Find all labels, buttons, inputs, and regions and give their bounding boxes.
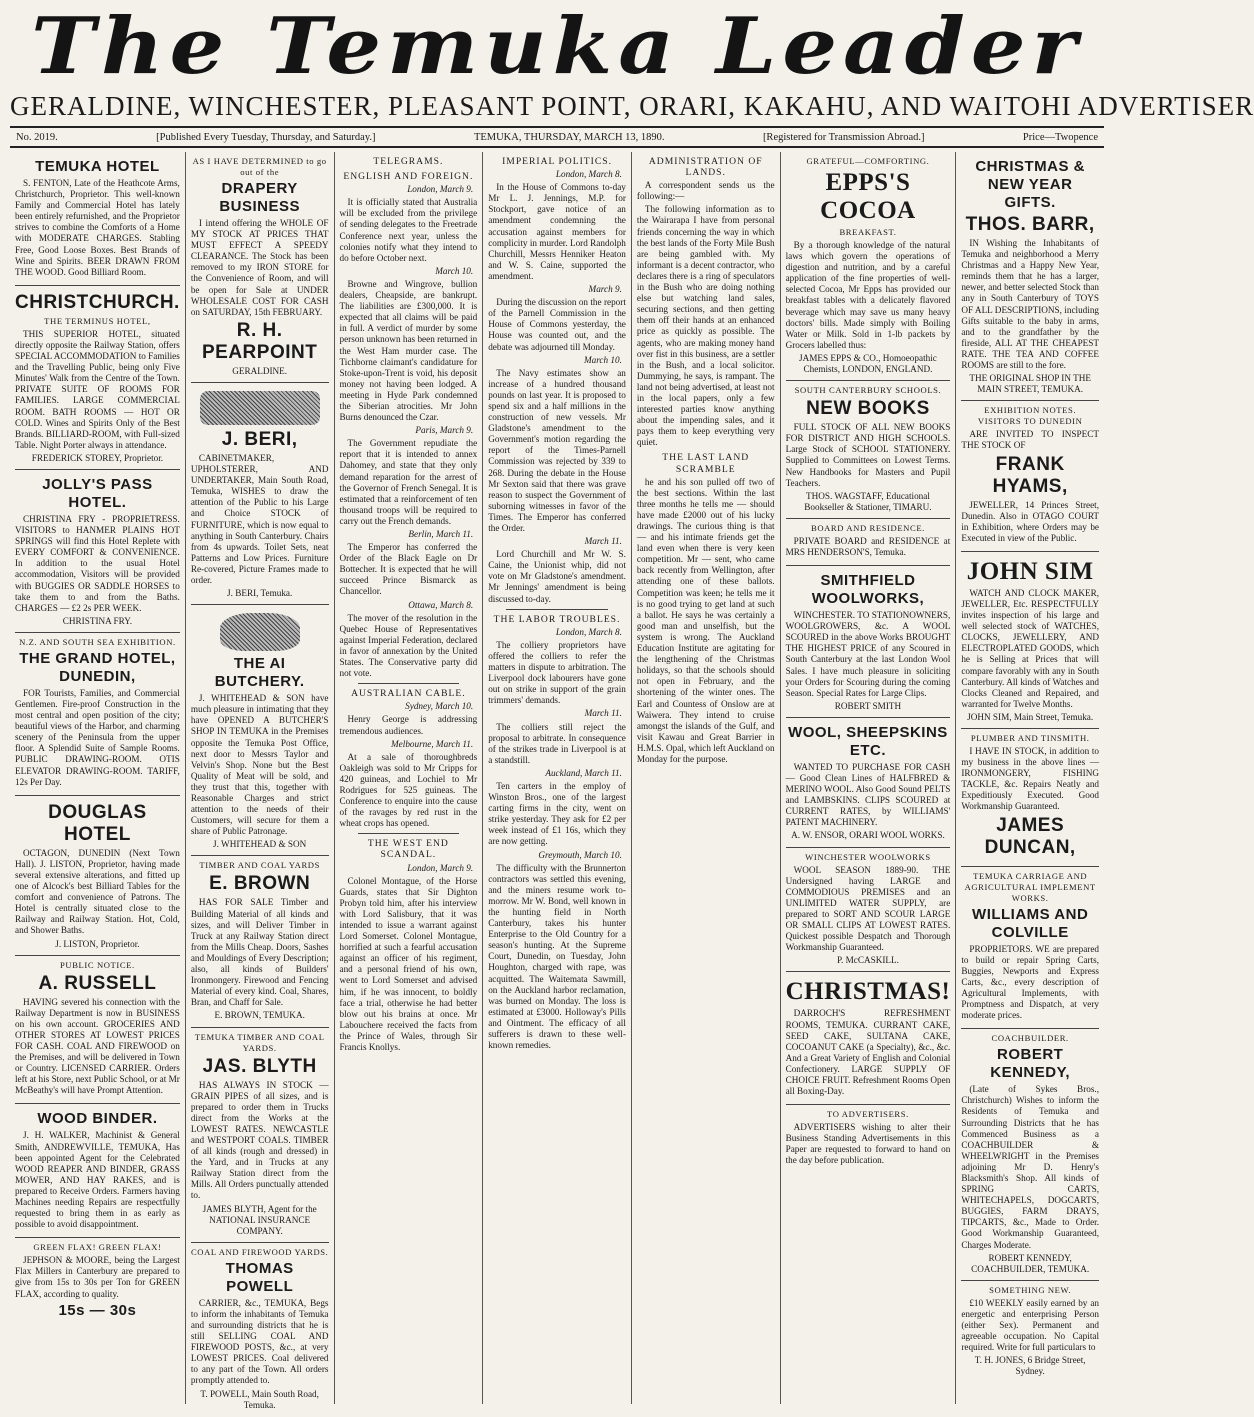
board-ad bbox=[786, 519, 951, 566]
hyams-body: JEWELLER, 14 Princes Street, Dunedin. Also in OTAGO COURT in Exhibition, where Orders may be Executed in view of the Public. bbox=[961, 499, 1100, 543]
politics-text-4: Lord Churchill and Mr W. S. Caine, the Unionist whip, did not vote on Mr Gladstone's amendment. Mr Jennings' amendment is being discussed to-day. bbox=[488, 549, 626, 604]
blyth-timber-ad bbox=[191, 1028, 329, 1243]
butchery-ad bbox=[191, 605, 329, 856]
beri-sign: J. BERI, Temuka. bbox=[227, 588, 293, 599]
west-end-scandal-head: THE WEST END SCANDAL. bbox=[367, 838, 449, 861]
hyams-ad bbox=[961, 401, 1099, 552]
new-books-title: NEW BOOKS bbox=[806, 398, 930, 420]
terminus-hotel-sub: THE TERMINUS HOTEL, bbox=[44, 315, 151, 326]
duncan-ad bbox=[961, 729, 1099, 867]
telegram-date-5: Ottawa, March 8. bbox=[408, 599, 474, 610]
masthead bbox=[10, 1, 1254, 148]
winchester-woolworks-ad bbox=[786, 848, 951, 973]
board-head: BOARD AND RESIDENCE. bbox=[810, 522, 925, 533]
flax-title: GREEN FLAX! GREEN FLAX! bbox=[33, 1242, 162, 1253]
carriage-works-head: TEMUKA CARRIAGE AND AGRICULTURAL IMPLEMENT WORKS. bbox=[964, 870, 1096, 903]
brown-timber-body: HAS FOR SALE Timber and Building Material of all kinds and sizes, and will Deliver Timber in Truck at any Railway Station direct from the Mills Cheap. Doors, Sashes and Mouldings of Every Description; also, all kinds of Builders' Ironmongery. Firewood and Fencing Material of every kind. Coal, Shares, Bran, and Chaff for Sale. bbox=[190, 897, 329, 1008]
furniture-illustration bbox=[200, 391, 320, 425]
christmas-title: CHRISTMAS! bbox=[785, 978, 951, 1006]
labor-date-4: Greymouth, March 10. bbox=[538, 849, 622, 860]
smithfield-title: SMITHFIELD WOOLWORKS, bbox=[811, 572, 925, 608]
column-5 bbox=[632, 152, 781, 1404]
plumber-head: PLUMBER AND TINSMITH. bbox=[970, 733, 1090, 743]
kennedy-ad bbox=[961, 1029, 1099, 1281]
column-7 bbox=[956, 152, 1104, 1404]
advertisers-notice bbox=[786, 1105, 951, 1173]
labor-text-2: The colliers still reject the proposal to arbitrate. In consequence of the strikes trade in Liverpool is at a standstill. bbox=[488, 721, 626, 765]
winchester-sign: P. McCASKILL. bbox=[836, 955, 899, 966]
pearpoint-title: R. H. PEARPOINT bbox=[201, 319, 318, 363]
sim-ad bbox=[961, 552, 1099, 729]
column-3 bbox=[335, 152, 484, 1404]
sim-sign: JOHN SIM, Main Street, Temuka. bbox=[967, 711, 1094, 722]
telegram-date-2: March 10. bbox=[435, 265, 474, 276]
column-4 bbox=[483, 152, 632, 1404]
sim-title: JOHN SIM bbox=[966, 557, 1094, 585]
new-books-ad bbox=[786, 381, 951, 519]
advertisers-head: TO ADVERTISERS. bbox=[827, 1109, 909, 1120]
barr-ad bbox=[961, 152, 1099, 401]
smithfield-ad bbox=[786, 566, 951, 718]
telegram-text-5: The mover of the resolution in the Quebec House of Representatives against Imperial Federation, declared in favor of annexation by the United States. The Conservative party did not vote. bbox=[339, 612, 478, 679]
new-books-body: FULL STOCK OF ALL NEW BOOKS FOR DISTRICT AND HIGH SCHOOLS. Large Stock of SCHOOL STATIONERY. Supplied to Committees on Lowest Terms. New Handbooks for Masters and Pupil Teachers. bbox=[785, 422, 951, 488]
brown-timber-title: E. BROWN bbox=[209, 873, 311, 895]
beri-body: CABINETMAKER, UPHOLSTERER, AND UNDERTAKER, Main South Road, Temuka, WISHES to draw the attention of the Public to his Large and Choice STOCK of FURNITURE, which is now equal to anything in South Canterbury. Chairs from 4s upwards. Toilet Sets, neat Patterns and Low Prices. Furniture Re-covered, Picture Frames made to order. bbox=[190, 452, 329, 585]
terminus-hotel-proprietor: FREDERICK STOREY, Proprietor. bbox=[31, 452, 164, 463]
russell-ad bbox=[15, 956, 180, 1105]
winchester-title: WINCHESTER WOOLWORKS bbox=[805, 851, 931, 862]
section-rule bbox=[358, 833, 460, 834]
visitors-dunedin: VISITORS TO DUNEDIN bbox=[977, 416, 1083, 427]
flax-ad bbox=[15, 1238, 180, 1326]
brown-timber-head: TIMBER AND COAL YARDS bbox=[199, 860, 320, 871]
grand-hotel-body: FOR Tourists, Families, and Commercial Gentlemen. Fire-proof Construction in the most central and open position of the city; beautiful views of the Harbor, and charming scenery of the Peninsula from the upper floor. A Splendid Suite of Sample Rooms. PUBLIC DRAWING-ROOM. OTIS ELEVATOR DRAWING-ROOM. TARIFF, 12s Per Day. bbox=[15, 687, 180, 787]
politics-text-2: During the discussion on the report of the Parnell Commission in the House of Commons yesterday, the House was counted out, and the debate was adjourned till Monday. bbox=[488, 297, 626, 352]
powell-title: THOMAS POWELL bbox=[225, 1259, 294, 1295]
terminus-hotel-body: THIS SUPERIOR HOTEL, situated directly opposite the Railway Station, offers SPECIAL ACCOMMODATION to Families and the Travelling Public, being only Five Minutes' Walk from the Centre of the Town. PRIVATE SUITE OF ROOMS FOR FAMILIES. LARGE COMMERCIAL ROOM. BATH ROOMS — HOT OR COLD. Wines and Spirits Only of the Best Brands. BILLIARD-ROOM, with Full-sized Table. Night Porter always in attendance. bbox=[15, 328, 180, 450]
kennedy-sign: ROBERT KENNEDY, COACHBUILDER, TEMUKA. bbox=[971, 1252, 1090, 1274]
something-new-head: SOMETHING NEW. bbox=[989, 1284, 1072, 1295]
coachbuilder-head: COACHBUILDER. bbox=[991, 1033, 1069, 1044]
something-new-body: £10 WEEKLY easily earned by an energetic and enterprising Person (either Sex). Permanent and agreeable occupation. No Capital required. Write for full particulars to bbox=[961, 1297, 1100, 1353]
jollys-pass-body: CHRISTINA FRY - PROPRIETRESS. VISITORS to HANMER PLAINS HOT SPRINGS will find this Hotel Replete with EVERY COMFORT & CONVENIENCE. In addition to the usual Hotel accommodation, Visitors will be provided with BUGGIES OR SADDLE HORSES to take them to and from the Baths. CHARGES — £2 2s PER WEEK. bbox=[15, 513, 180, 613]
masthead-title-wrap bbox=[10, 1, 1104, 93]
epps-cocoa-sub: BREAKFAST. bbox=[839, 227, 897, 237]
douglas-hotel-title: DOUGLAS HOTEL bbox=[48, 801, 147, 845]
exhibition-notes-head: EXHIBITION NOTES. bbox=[984, 405, 1077, 416]
drapery-body: I intend offering the WHOLE OF MY STOCK AT PRICES THAT MUST EFFECT A SPEEDY CLEARANCE. The Stock has been removed to my IRON STORE for the Convenience of Room, and will be open for Sale at UNDER WHOLESALE COST FOR CASH on SATURDAY, 15th FEBRUARY. bbox=[190, 218, 329, 317]
telegram-text-8: Colonel Montague, of the Horse Guards, states that Sir Dighton Probyn told him, after his interview with Lord Salisbury, that it was intended to issue a warrant against Lord Somerset. Colonel Montague, horrified at such a fearful accusation against an officer of his regiment, and a personal friend of his own, went to Lord Somerset and advised him, if he was innocent, to boldly face a trial, otherwise he had better blow out his brains at once. Mr Labouchere received the facts from the Prince of Wales, through Sir Francis Knollys. bbox=[339, 875, 478, 1053]
administration-lands-head: ADMINISTRATION OF LANDS. bbox=[648, 156, 763, 179]
registration-note: [Registered for Transmission Abroad.] bbox=[762, 131, 925, 143]
blyth-timber-sign: JAMES BLYTH, Agent for the NATIONAL INSURANCE COMPANY. bbox=[202, 1203, 317, 1236]
issue-price: Price—Twopence bbox=[1022, 131, 1098, 143]
brown-timber-sign: E. BROWN, TEMUKA. bbox=[214, 1010, 305, 1021]
sheepskins-body: WANTED TO PURCHASE FOR CASH — Good Clean Lines of HALFBRED & MERINO WOOL. Also Good Sound PELTS and LAMBSKINS. CLIPS SCOURED at CURRENT RATES, by WILLIAMS' PATENT MACHINERY. bbox=[785, 761, 951, 828]
blyth-timber-head: TEMUKA TIMBER AND COAL YARDS. bbox=[194, 1031, 325, 1053]
christmas-body: DARROCH'S REFRESHMENT ROOMS, TEMUKA. CURRANT CAKE, SEED CAKE, SULTANA CAKE, COCOANUT CAKE (a Specialty), &c., &c. And a Great Variety of English and Colonial Confectionery. LARGE SUPPLY OF CHOICE FRUIT. Refreshment Rooms Open all Boxing-Day. bbox=[785, 1008, 951, 1097]
walker-body: J. H. WALKER, Machinist & General Smith, ANDREWVILLE, TEMUKA, Has been appointed Agent for the Celebrated WOOD REAPER AND BINDER, GRASS MOWER, AND HAY RAKES, and is prepared to Receive Orders. Farmers having Machines needing Repairs are respectfully requested to bring them in as early as possible to avoid disappointment. bbox=[15, 1130, 180, 1230]
kennedy-body: (Late of Sykes Bros., Christchurch) Wishes to inform the Residents of Temuka and Surrounding Districts that he has Commenced Business as a COACHBUILDER & WHEELWRIGHT in the Premises adjoining Mr D. Henry's Blacksmith's Shop. All kinds of SPRING CARTS, WHITECHAPELS, DOGCARTS, BUGGIES, FARM DRAYS, TIPCARTS, &c., Made to Order. Good Workmanship Guaranteed, Charges Moderate. bbox=[961, 1084, 1100, 1250]
english-foreign-head: ENGLISH AND FOREIGN. bbox=[343, 171, 474, 183]
winchester-body: WOOL SEASON 1889-90. THE Undersigned having LARGE and COMMODIOUS PREMISES and an UNLIMITED WATER SUPPLY, are prepared to SORT AND SCOUR LARGE OR SMALL CLIPS AT LOWEST RATES. Quickest possible Despatch and Thorough Workmanship Guaranteed. bbox=[785, 864, 951, 953]
telegram-text-1: It is officially stated that Australia will be excluded from the privilege of sending delegates to the Freetrade Conference next year, unless the colonies notify what they intend to do before October next. bbox=[339, 197, 478, 263]
blyth-timber-title: JAS. BLYTH bbox=[202, 1055, 317, 1077]
labor-date-1: London, March 8. bbox=[555, 626, 622, 637]
telegram-text-4: The Emperor has conferred the Order of the Black Eagle on Dr Bottecher. It is expected that he will succeed Prince Bismarck as Chancellor. bbox=[339, 542, 478, 597]
powell-sign: T. POWELL, Main South Road, Temuka. bbox=[200, 1388, 319, 1410]
powell-body: CARRIER, &c., TEMUKA, Begs to inform the inhabitants of Temuka and surrounding districts that he is still SELLING COAL AND FIREWOOD POSTS, &c., at very LOWEST PRICES. Coal delivered to any part of the Town. All orders promptly attended to. bbox=[190, 1297, 329, 1386]
issue-number: No. 2019. bbox=[16, 131, 58, 143]
williams-body: PROPRIETORS. WE are prepared to build or repair Spring Carts, Buggies, Newports and Express Carts, &c., every description of Agricultural Implements, with Promptness and Dispatch, at very moderate prices. bbox=[961, 943, 1100, 1021]
barr-sign: THE ORIGINAL SHOP IN THE MAIN STREET, TEMUKA. bbox=[969, 373, 1091, 395]
douglas-hotel-proprietor: J. LISTON, Proprietor. bbox=[55, 938, 140, 949]
politics-text-3: The Navy estimates show an increase of a hundred thousand pounds on last year. It is proposed to spend six and a half millions in the construction of new vessels. Mr Gladstone's amendment to the Government's motion regarding the report of the Times-Parnell Commission was rejected by 339 to 268. During the debate in the House Mr Sexton said that there was grave reason to suspect the Government of suborning witnesses in favor of the Times. The Emperor has conferred the Order. bbox=[488, 367, 626, 533]
telegram-text-3: The Government repudiate the report that it is intended to annex Dahomey, and state that they only demand reparation for the arrest of the Governor of French Senegal. It is estimated that a reinforcement of ten thousand troops will be required to carry out the French demands. bbox=[339, 438, 478, 526]
column-6 bbox=[781, 152, 957, 1404]
public-notice-head: PUBLIC NOTICE. bbox=[60, 959, 135, 970]
telegram-text-6: Henry George is addressing tremendous audiences. bbox=[339, 714, 478, 736]
barr-body: IN Wishing the Inhabitants of Temuka and neighborhood a Merry Christmas and a Happy New Year, reminds them that he has a larger, newer, and better selected Stock than any in South Canterbury of TOYS OF ALL DESCRIPTIONS, including Gifts suitable to the baby in arms, and to the grandfather by the fireside, ALL AT THE CHEAPEST RATE. THE TEA AND COFFEE ROOMS are still to the fore. bbox=[961, 238, 1100, 371]
telegram-date-6: Sydney, March 10. bbox=[405, 701, 474, 712]
something-new-sign: T. H. JONES, 6 Bridge Street, Sydney. bbox=[974, 1355, 1086, 1377]
temuka-hotel-body: S. FENTON, Late of the Heathcote Arms, Christchurch, Proprietor. This well-known Family and Commercial Hotel has lately been entirely refurnished, and the Proprietor strives to combine the Comforts of a Home with MODERATE CHARGES. Stabling Free, Good Loose Boxes. Best Brands of Wine and Spirits. BEER DRAWN FROM THE WOOD. Good Billiard Room. bbox=[15, 178, 180, 277]
duncan-title: JAMES DUNCAN, bbox=[984, 814, 1076, 858]
duncan-body: I HAVE IN STOCK, in addition to my business in the above lines — IRONMONGERY, FISHING TACKLE, &c. Repairs Neatly and Expeditiously Executed. Good Workmanship Guaranteed. bbox=[961, 746, 1100, 812]
williams-title: WILLIAMS AND COLVILLE bbox=[972, 905, 1089, 941]
grand-hotel-title: THE GRAND HOTEL, DUNEDIN, bbox=[19, 649, 176, 685]
walker-title: WOOD BINDER. bbox=[37, 1110, 158, 1128]
epps-cocoa-title: EPPS'S COCOA bbox=[820, 169, 916, 224]
pearpoint-place: GERALDINE. bbox=[232, 365, 288, 376]
lands-text-3: he and his son pulled off two of the best sections. Within the last three months he tells me — should have made £2000 out of his lucky drawings. The curious thing is that — and his intimate friends get the land even when there is very keen competition. Mr — sent, who came back recently from Wellington, after attending one of these ballots. Competition was keen; he tells me it is no good trying to get land at such a ballot. He says he was certainly a good man and unselfish, but the system is wrong. The Auckland Education Institute are agitating for the lengthening of the Christmas holidays, so that the schools should not open in February, and the shortening of the winter ones. The Earl and Countess of Onslow are at Waiwera. They intend to cruise amongst the islands of the Gulf, and visit Kawau and Great Barrier in H.M.S. Opal, which left Auckland on Monday for the purpose. bbox=[636, 476, 775, 764]
flax-price: 15s — 30s bbox=[58, 1301, 137, 1319]
labor-troubles-head: THE LABOR TROUBLES. bbox=[493, 613, 621, 625]
lands-text-1: A correspondent sends us the following:— bbox=[636, 180, 775, 202]
labor-text-3: Ten carters in the employ of Winston Bros., one of the largest carting firms in the city, went on strike yesterday. They ask for £2 per week instead of £1 16s, which they are now getting. bbox=[488, 780, 626, 847]
issue-date: TEMUKA, THURSDAY, MARCH 13, 1890. bbox=[473, 131, 665, 143]
telegram-date-3: Paris, March 9. bbox=[415, 425, 474, 436]
jollys-pass-title: JOLLY'S PASS HOTEL. bbox=[42, 475, 153, 511]
sheepskins-ad bbox=[786, 718, 951, 848]
beri-ad bbox=[191, 383, 329, 605]
imperial-politics-head: IMPERIAL POLITICS. bbox=[502, 156, 612, 167]
russell-title: A. RUSSELL bbox=[38, 972, 157, 994]
grand-hotel-ad bbox=[15, 633, 180, 796]
drapery-title: DRAPERY BUSINESS bbox=[219, 180, 301, 215]
smithfield-sign: ROBERT SMITH bbox=[834, 700, 902, 711]
columns bbox=[10, 152, 1104, 1410]
jollys-pass-ad bbox=[15, 470, 180, 633]
section-rule bbox=[506, 609, 608, 610]
drapery-ad bbox=[191, 152, 329, 383]
telegram-date-1: London, March 9. bbox=[407, 184, 474, 195]
masthead-title: The Temuka Leader bbox=[31, 1, 1083, 93]
terminus-hotel-ad bbox=[15, 286, 180, 470]
ox-illustration bbox=[220, 613, 300, 651]
beri-title: J. BERI, bbox=[221, 428, 298, 450]
hyams-intro: ARE INVITED TO INSPECT THE STOCK OF bbox=[961, 429, 1100, 451]
sheepskins-sign: A. W. ENSOR, ORARI WOOL WORKS. bbox=[791, 830, 945, 841]
australian-cable-head: AUSTRALIAN CABLE. bbox=[351, 688, 466, 700]
sim-body: WATCH AND CLOCK MAKER, JEWELLER, Etc. RESPECTFULLY invites inspection of his large and well selected stock of WATCHES, CLOCKS, JEWELLERY, AND ELECTROPLATED GOODS, which he is Selling at Prices that will compare favorably with any in South Canterbury. All kinds of Watches and Clocks Cleaned and Repaired, and warranted for Twelve Months. bbox=[961, 587, 1100, 709]
new-books-head: SOUTH CANTERBURY SCHOOLS. bbox=[794, 385, 942, 396]
exhibition-head: N.Z. AND SOUTH SEA EXHIBITION. bbox=[19, 636, 176, 647]
publication-schedule: [Published Every Tuesday, Thursday, and Saturday.] bbox=[156, 131, 376, 143]
barr-title: THOS. BARR, bbox=[965, 214, 1095, 235]
terminus-hotel-title: CHRISTCHURCH. bbox=[15, 291, 180, 313]
advertisers-body: ADVERTISERS wishing to alter their Business Standing Advertisements in this Paper are requested to forward to hand on the day before publication. bbox=[785, 1122, 951, 1166]
labor-text-1: The colliery proprietors have offered the colliers to refer the matters in dispute to arbitration. The Liverpool dock labourers have gone out on strike in support of the grain trimmers' demands. bbox=[488, 639, 626, 706]
epps-cocoa-ad bbox=[786, 152, 951, 381]
masthead-subtitle: GERALDINE, WINCHESTER, PLEASANT POINT, ORARI, KAKAHU, AND WAITOHI ADVERTISER bbox=[10, 91, 1254, 121]
section-rule bbox=[358, 683, 460, 684]
flax-body: JEPHSON & MOORE, being the Largest Flax Millers in Canterbury are prepared to give from 15s to 30s per Ton for GREEN FLAX, according to quality. bbox=[15, 1255, 180, 1299]
douglas-hotel-body: OCTAGON, DUNEDIN (Next Town Hall). J. LISTON, Proprietor, having made several extensive alterations, and fitted up one of Alcock's best Billiard Tables for the comfort and convenience of Patrons. The Hotel is centrally situated close to the Railway and Railway Station. Hot, Cold, and Shower Baths. bbox=[15, 847, 180, 936]
drapery-intro: AS I HAVE DETERMINED to go out of the bbox=[192, 156, 327, 177]
temuka-hotel-title: TEMUKA HOTEL bbox=[35, 158, 160, 175]
butchery-title: THE AI BUTCHERY. bbox=[214, 655, 305, 691]
politics-text-1: In the House of Commons to-day Mr L. J. Jennings, M.P. for Stockport, gave notice of an amendment condemning the accusation against members for complicity in murder. Lord Randolph Churchill, Messrs Henniker Heaton and W. S. Caine, supported the amendment. bbox=[488, 182, 626, 281]
telegram-date-8: London, March 9. bbox=[407, 862, 474, 873]
politics-date-1: London, March 8. bbox=[555, 169, 622, 180]
lands-text-2: The following information as to the Wairarapa I have from personal friends concerning the way in which the best lands of the Forty Mile Bush are being gambled with. My informant is a decent contractor, who declares there is a ring of speculators in the Bush who are doing nothing else but watching land sales, securing sections, and then getting them off their hands at an enhanced price as quickly as possible. The agents, who are making money hand over fist in this business, are a settler in the Bush, and a local solicitor. Dummying, he says, is rampant. The land not being advertised, at least not in the local papers, only a few interested parties know anything about the impending sales, and it pays them to keep everything very quiet. bbox=[636, 204, 775, 448]
new-books-sign: THOS. WAGSTAFF, Educational Bookseller & Stationer, TIMARU. bbox=[804, 490, 932, 512]
hyams-title: FRANK HYAMS, bbox=[992, 453, 1068, 497]
powell-ad bbox=[191, 1243, 329, 1416]
dateline-bar bbox=[10, 126, 1104, 148]
temuka-hotel-ad bbox=[15, 152, 180, 286]
douglas-hotel-ad bbox=[15, 796, 180, 956]
column-1 bbox=[10, 152, 186, 1404]
coal-head: COAL AND FIREWOOD YARDS. bbox=[190, 1246, 329, 1257]
something-new-ad bbox=[961, 1281, 1099, 1383]
christmas-ad bbox=[786, 972, 951, 1105]
board-body: PRIVATE BOARD and RESIDENCE at MRS HENDERSON'S, Temuka. bbox=[785, 535, 951, 557]
kennedy-title: ROBERT KENNEDY, bbox=[990, 1046, 1071, 1082]
telegrams-head: TELEGRAMS. bbox=[373, 156, 444, 167]
butchery-body: J. WHITEHEAD & SON have much pleasure in intimating that they have OPENED A BUTCHER'S SHOP IN TEMUKA in the Premises opposite the Temuka Post Office, next door to Messrs Taylor and Velvin's Shop. None but the Best Quality of Meat will be sold, and they trust that this, together with Reasonable Charges and strict attention to the needs of their Customers, will secure for them a share of Public Patronage. bbox=[190, 693, 329, 837]
telegram-text-2: Browne and Wingrove, bullion dealers, Cheapside, are bankrupt. The liabilities are £300,000. It is expected that all claims will be paid in full. A verdict of murder by some person unknown has been returned in the West Ham murder case. The Tichborne claimant's candidature for Stoke-upon-Trent is void, his deposit money not having been lodged. A meeting in Hyde Park condemned the Siberian atrocities. Mr John Burns denounced the Czar. bbox=[339, 278, 478, 423]
sheepskins-title: WOOL, SHEEPSKINS ETC. bbox=[788, 723, 948, 759]
epps-cocoa-body: By a thorough knowledge of the natural laws which govern the operations of digestion and nutrition, and by a careful application of the fine properties of well-selected Cocoa, Mr Epps has provided our breakfast tables with a delicately flavored beverage which may save us many heavy doctors' bills. Made simply with Boiling Water or Milk. Sold in 1-lb packets by Grocers labelled thus: bbox=[785, 240, 951, 350]
jollys-pass-proprietor: CHRISTINA FRY. bbox=[62, 615, 133, 626]
williams-colville-ad bbox=[961, 867, 1099, 1030]
politics-date-4: March 11. bbox=[584, 536, 622, 547]
smithfield-body: WINCHESTER. TO STATIONOWNERS, WOOLGROWERS, &c. A WOOL SCOURED in the above Works BROUGHT THE HIGHEST PRICE of any Scoured in South Canterbury at the last London Wool Sales. I have much pleasure in soliciting your Orders for Scouring during the coming Season. Special Rates for Large Clips. bbox=[785, 610, 951, 698]
blyth-timber-body: HAS ALWAYS IN STOCK — GRAIN PIPES of all sizes, and is prepared to order them in Trucks direct from the Works at the LOWEST RATES. NEWCASTLE and WESTPORT COALS. TIMBER of all kinds (rough and dressed) in the Yard, and in Trucks at any Railway Station direct from the Mills. All Orders punctually attended to. bbox=[190, 1079, 329, 1201]
politics-date-2: March 9. bbox=[588, 284, 622, 295]
gifts-title: CHRISTMAS & NEW YEAR GIFTS. bbox=[975, 158, 1085, 211]
labor-date-3: Auckland, March 11. bbox=[545, 767, 622, 778]
butchery-sign: J. WHITEHEAD & SON bbox=[213, 839, 307, 850]
walker-ad bbox=[15, 1104, 180, 1238]
labor-date-2: March 11. bbox=[584, 708, 622, 719]
telegram-date-4: Berlin, March 11. bbox=[408, 529, 474, 539]
brown-timber-ad bbox=[191, 856, 329, 1027]
russell-body: HAVING severed his connection with the Railway Department is now in BUSINESS on his own account. GROCERIES AND OTHER STORES AT LOWEST PRICES FOR CASH. COAL AND FIREWOOD on the Premises, and will be delivered in Town or Country. LICENSED CARRIER. Orders left at his Store, next Public School, or at Mr McBeathy's will have Prompt Attention. bbox=[15, 996, 180, 1096]
epps-cocoa-head: GRATEFUL—COMFORTING. bbox=[806, 156, 930, 166]
land-scramble-head: THE LAST LAND SCRAMBLE bbox=[662, 452, 750, 475]
telegram-text-7: At a sale of thoroughbreds Oakleigh was sold to Mr Cripps for 420 guineas, and Lochiel to Mr Rodrigues for 525 guineas. The Conference to enquire into the cause of the ravages by red rust in the wheat crops has opened. bbox=[339, 751, 478, 829]
column-2 bbox=[186, 152, 335, 1410]
politics-date-3: March 10. bbox=[583, 354, 622, 365]
epps-cocoa-sign: JAMES EPPS & CO., Homoeopathic Chemists, LONDON, ENGLAND. bbox=[799, 352, 937, 375]
telegram-date-7: Melbourne, March 11. bbox=[391, 738, 474, 749]
labor-text-4: The difficulty with the Brunnerton contractors was settled this evening, and the miners resume work to-morrow. Mr W. Bond, well known in the hunting field in North Canterbury, takes his hunter Enterprise to the Old Country for a season's hunting. At the Supreme Court, Dunedin, on Tuesday, John Houghton, charged with rape, was acquitted. The Waitemata Sawmill, on the Auckland harbor reclamation, was burned on Monday. The loss is estimated at £3000. Holloway's Pills and Ointment. The efficacy of all sufferers is drawn to these well-known remedies. bbox=[488, 862, 626, 1051]
